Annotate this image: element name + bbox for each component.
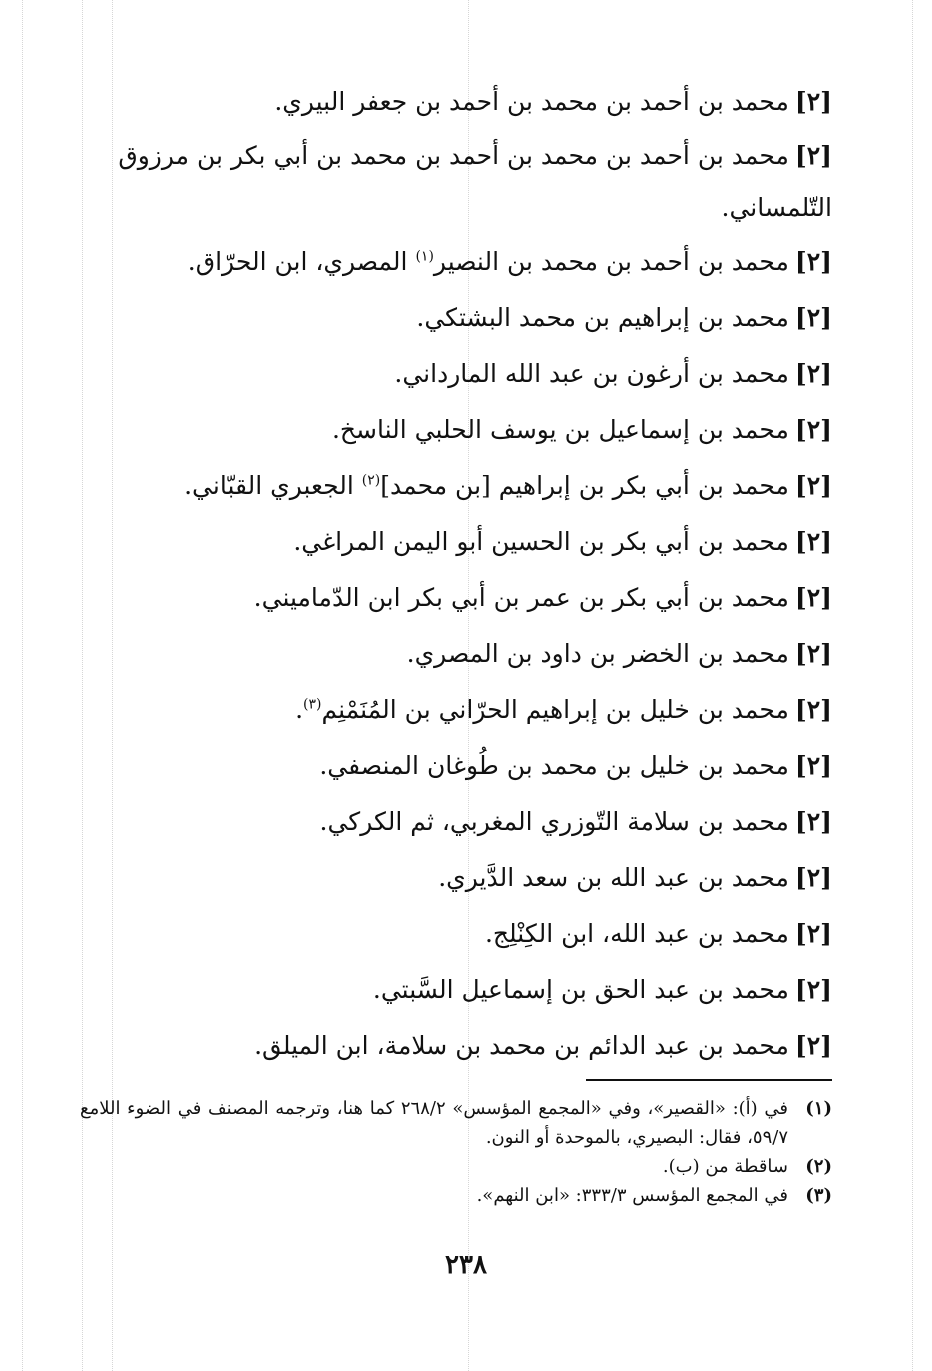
entry-text: محمد بن أبي بكر بن عمر بن أبي بكر ابن الدّماميني. (253, 583, 789, 612)
entry (80, 850, 832, 906)
footnote-divider (586, 1079, 832, 1081)
entry-marker: [٢] (794, 695, 832, 724)
entry (80, 1018, 832, 1074)
footnote (80, 1181, 832, 1210)
entry-marker: [٢] (794, 639, 832, 668)
footnote (80, 1152, 832, 1181)
footnote-number: (١) (805, 1098, 832, 1119)
entry-text-after: المصري، ابن الحرّاق. (187, 247, 416, 276)
entry (80, 130, 832, 234)
scan-guide-line (22, 0, 23, 1371)
entry-text: محمد بن أحمد بن محمد بن أحمد بن محمد بن أبي بكر بن مرزوق التّلمساني. (118, 141, 832, 222)
footnote-number: (٢) (805, 1156, 832, 1177)
entry-marker: [٢] (794, 527, 832, 556)
entry-text: محمد بن إبراهيم بن محمد البشتكي. (416, 303, 789, 332)
entry-marker: [٢] (794, 303, 832, 332)
entry-text-after: . (295, 695, 304, 724)
page-body (80, 74, 832, 1074)
footnote-text: في (أ): «القصير»، وفي «المجمع المؤسس» ٢٦٨/٢ كما هنا، وترجمه المصنف في الضوء اللامع ٥٩/٧، فقال: البصيري، بالموحدة أو النون. (80, 1098, 788, 1148)
page-number: ٢٣٨ (445, 1250, 487, 1280)
entry (80, 458, 832, 514)
entry (80, 290, 832, 346)
footnote (80, 1094, 832, 1152)
entry-marker: [٢] (794, 87, 832, 116)
entry-text: محمد بن أبي بكر بن إبراهيم [بن محمد] (380, 471, 789, 500)
entry-text: محمد بن عبد الحق بن إسماعيل السَّبتي. (372, 975, 789, 1004)
footnote-text: في المجمع المؤسس ٣٣٣/٣: «ابن النهم». (476, 1185, 788, 1206)
entry (80, 738, 832, 794)
entry-text: محمد بن سلامة التّوزري المغربي، ثم الكركي. (319, 807, 789, 836)
entry-marker: [٢] (794, 415, 832, 444)
footnotes (80, 1094, 832, 1210)
entry-text: محمد بن عبد الدائم بن محمد بن سلامة، ابن الميلق. (254, 1031, 789, 1060)
footnote-text: ساقطة من (ب). (662, 1156, 788, 1177)
entry-marker: [٢] (794, 1031, 832, 1060)
scan-guide-line (912, 0, 913, 1371)
footnote-reference: (٢) (361, 472, 381, 489)
entry-text: محمد بن إسماعيل بن يوسف الحلبي الناسخ. (331, 415, 789, 444)
entry-text: محمد بن أحمد بن محمد بن أحمد بن جعفر البيري. (274, 87, 789, 116)
entry-text: محمد بن عبد الله بن سعد الدَّيري. (438, 863, 789, 892)
entry-marker: [٢] (794, 471, 832, 500)
entry (80, 234, 832, 290)
footnote-reference: (١) (415, 248, 434, 265)
entry-marker: [٢] (794, 807, 832, 836)
entry-text: محمد بن أبي بكر بن الحسين أبو اليمن المراغي. (293, 527, 789, 556)
entry-marker: [٢] (794, 751, 832, 780)
entry-list (80, 74, 832, 1074)
entry (80, 514, 832, 570)
entry-text: محمد بن عبد الله، ابن الكِنْلِج. (484, 919, 789, 948)
entry (80, 682, 832, 738)
entry-text: محمد بن خليل بن محمد بن طُوغان المنصفي. (319, 751, 789, 780)
entry-marker: [٢] (794, 975, 832, 1004)
footnote-reference: (٣) (303, 696, 322, 713)
entry-marker: [٢] (794, 359, 832, 388)
entry-marker: [٢] (794, 919, 832, 948)
entry-marker: [٢] (794, 583, 832, 612)
entry-marker: [٢] (794, 141, 832, 170)
entry-marker: [٢] (794, 247, 832, 276)
entry (80, 402, 832, 458)
entry (80, 962, 832, 1018)
entry (80, 794, 832, 850)
footnote-number: (٣) (805, 1185, 832, 1206)
entry (80, 906, 832, 962)
entry-text: محمد بن الخضر بن داود بن المصري. (406, 639, 789, 668)
entry-text: محمد بن خليل بن إبراهيم الحرّاني بن المُنَمْنِم (321, 695, 789, 724)
entry (80, 346, 832, 402)
entry-text: محمد بن أرغون بن عبد الله المارداني. (394, 359, 789, 388)
entry-marker: [٢] (794, 863, 832, 892)
entry-text: محمد بن أحمد بن محمد بن النصير (433, 247, 789, 276)
entry (80, 626, 832, 682)
entry (80, 74, 832, 130)
entry-text-after: الجعبري القبّاني. (184, 471, 362, 500)
entry (80, 570, 832, 626)
